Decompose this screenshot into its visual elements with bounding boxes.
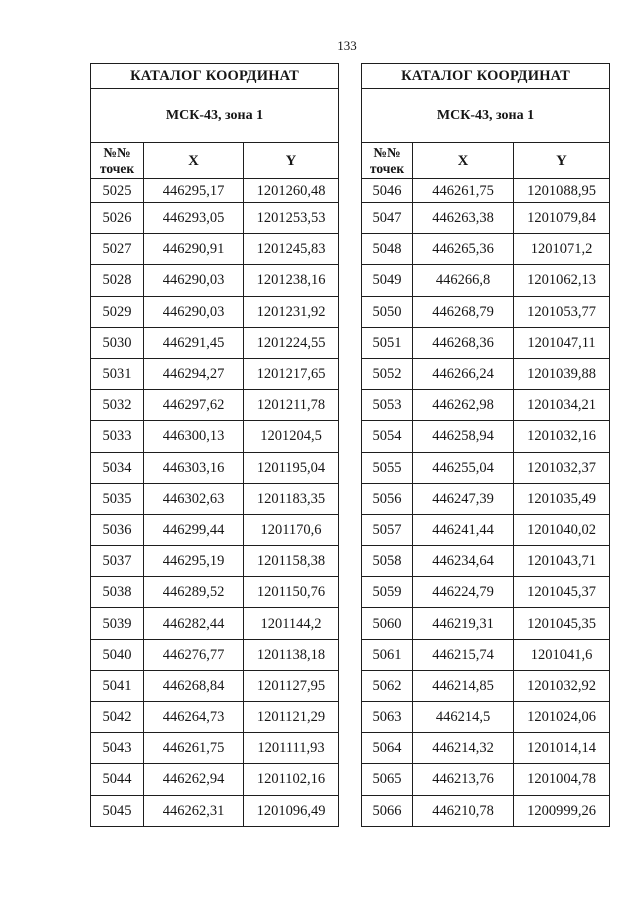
x-coordinate-cell: 446224,79: [413, 577, 514, 608]
x-coordinate-cell: 446261,75: [144, 733, 244, 764]
point-number-cell: 5037: [91, 546, 144, 577]
point-number-cell: 5045: [91, 795, 144, 826]
x-header: X: [144, 143, 244, 179]
point-number-cell: 5039: [91, 608, 144, 639]
x-coordinate-cell: 446264,73: [144, 702, 244, 733]
x-coordinate-cell: 446255,04: [413, 452, 514, 483]
y-coordinate-cell: 1201053,77: [514, 296, 610, 327]
x-coordinate-cell: 446291,45: [144, 327, 244, 358]
table-row: [91, 452, 339, 483]
point-number-cell: 5035: [91, 483, 144, 514]
point-number-cell: 5049: [362, 265, 413, 296]
y-coordinate-cell: 1201004,78: [514, 764, 610, 795]
y-coordinate-cell: 1201040,02: [514, 514, 610, 545]
point-number-cell: 5050: [362, 296, 413, 327]
point-number-cell: 5032: [91, 390, 144, 421]
x-coordinate-cell: 446213,76: [413, 764, 514, 795]
y-coordinate-cell: 1201144,2: [244, 608, 339, 639]
y-coordinate-cell: 1201217,65: [244, 358, 339, 389]
x-coordinate-cell: 446214,85: [413, 670, 514, 701]
y-coordinate-cell: 1201127,95: [244, 670, 339, 701]
x-coordinate-cell: 446266,24: [413, 358, 514, 389]
x-coordinate-cell: 446215,74: [413, 639, 514, 670]
subtitle-row: [91, 89, 339, 143]
title-row: [91, 64, 339, 89]
y-coordinate-cell: 1201238,16: [244, 265, 339, 296]
x-coordinate-cell: 446265,36: [413, 234, 514, 265]
x-coordinate-cell: 446214,5: [413, 702, 514, 733]
table-row: [362, 483, 610, 514]
y-coordinate-cell: 1201111,93: [244, 733, 339, 764]
table-row: [91, 764, 339, 795]
coordinate-catalog-table-right: [361, 63, 610, 827]
table-row: [362, 390, 610, 421]
y-coordinate-cell: 1201170,6: [244, 514, 339, 545]
x-coordinate-cell: 446219,31: [413, 608, 514, 639]
y-coordinate-cell: 1201204,5: [244, 421, 339, 452]
x-coordinate-cell: 446241,44: [413, 514, 514, 545]
point-number-cell: 5048: [362, 234, 413, 265]
point-number-header-line2: точек: [99, 160, 135, 176]
coordinate-rows: [91, 179, 339, 827]
point-number-cell: 5063: [362, 702, 413, 733]
y-coordinate-cell: 1201045,37: [514, 577, 610, 608]
x-coordinate-cell: 446290,03: [144, 265, 244, 296]
point-number-cell: 5026: [91, 203, 144, 234]
x-coordinate-cell: 446247,39: [413, 483, 514, 514]
y-coordinate-cell: 1201096,49: [244, 795, 339, 826]
table-row: [362, 577, 610, 608]
point-number-cell: 5027: [91, 234, 144, 265]
x-coordinate-cell: 446262,31: [144, 795, 244, 826]
table-row: [362, 234, 610, 265]
subtitle-row: [362, 89, 610, 143]
table-row: [362, 514, 610, 545]
table-row: [91, 265, 339, 296]
y-coordinate-cell: 1201045,35: [514, 608, 610, 639]
point-number-cell: 5055: [362, 452, 413, 483]
table-row: [91, 795, 339, 826]
y-coordinate-cell: 1201014,14: [514, 733, 610, 764]
coordinate-system-subtitle: МСК-43, зона 1: [91, 89, 339, 143]
coordinate-catalog-table-left: [90, 63, 339, 827]
coordinate-rows: [362, 179, 610, 827]
point-number-cell: 5038: [91, 577, 144, 608]
table-row: [91, 203, 339, 234]
y-coordinate-cell: 1201260,48: [244, 179, 339, 203]
y-coordinate-cell: 1201211,78: [244, 390, 339, 421]
x-coordinate-cell: 446261,75: [413, 179, 514, 203]
table-row: [362, 795, 610, 826]
y-coordinate-cell: 1201224,55: [244, 327, 339, 358]
point-number-cell: 5059: [362, 577, 413, 608]
coordinate-system-subtitle: МСК-43, зона 1: [362, 89, 610, 143]
y-coordinate-cell: 1201047,11: [514, 327, 610, 358]
table-row: [91, 234, 339, 265]
point-number-cell: 5036: [91, 514, 144, 545]
point-number-cell: 5056: [362, 483, 413, 514]
table-row: [91, 733, 339, 764]
point-number-cell: 5053: [362, 390, 413, 421]
x-coordinate-cell: 446290,03: [144, 296, 244, 327]
table-row: [362, 764, 610, 795]
y-coordinate-cell: 1201102,16: [244, 764, 339, 795]
table-row: [362, 358, 610, 389]
point-number-cell: 5066: [362, 795, 413, 826]
table-row: [91, 670, 339, 701]
x-coordinate-cell: 446268,84: [144, 670, 244, 701]
y-header: Y: [244, 143, 339, 179]
x-coordinate-cell: 446300,13: [144, 421, 244, 452]
point-number-cell: 5031: [91, 358, 144, 389]
catalog-title: КАТАЛОГ КООРДИНАТ: [362, 64, 610, 89]
x-coordinate-cell: 446268,79: [413, 296, 514, 327]
y-header: Y: [514, 143, 610, 179]
point-number-header-line1: №№: [373, 144, 401, 160]
table-row: [362, 608, 610, 639]
point-number-cell: 5042: [91, 702, 144, 733]
table-row: [91, 639, 339, 670]
table-row: [362, 179, 610, 203]
x-coordinate-cell: 446293,05: [144, 203, 244, 234]
point-number-cell: 5046: [362, 179, 413, 203]
table-row: [91, 421, 339, 452]
x-coordinate-cell: 446294,27: [144, 358, 244, 389]
y-coordinate-cell: 1201079,84: [514, 203, 610, 234]
point-number-cell: 5044: [91, 764, 144, 795]
table-row: [91, 514, 339, 545]
x-coordinate-cell: 446297,62: [144, 390, 244, 421]
point-number-cell: 5061: [362, 639, 413, 670]
table-row: [91, 327, 339, 358]
y-coordinate-cell: 1201071,2: [514, 234, 610, 265]
point-number-header: [362, 143, 413, 179]
table-row: [362, 639, 610, 670]
x-coordinate-cell: 446299,44: [144, 514, 244, 545]
x-coordinate-cell: 446303,16: [144, 452, 244, 483]
table-row: [91, 608, 339, 639]
x-coordinate-cell: 446268,36: [413, 327, 514, 358]
point-number-cell: 5043: [91, 733, 144, 764]
x-coordinate-cell: 446276,77: [144, 639, 244, 670]
table-row: [91, 702, 339, 733]
x-coordinate-cell: 446214,32: [413, 733, 514, 764]
point-number-cell: 5057: [362, 514, 413, 545]
point-number-header-line1: №№: [103, 144, 131, 160]
y-coordinate-cell: 1201032,16: [514, 421, 610, 452]
table-row: [91, 358, 339, 389]
table-row: [362, 546, 610, 577]
point-number-cell: 5041: [91, 670, 144, 701]
x-coordinate-cell: 446282,44: [144, 608, 244, 639]
y-coordinate-cell: 1201034,21: [514, 390, 610, 421]
point-number-cell: 5047: [362, 203, 413, 234]
y-coordinate-cell: 1201121,29: [244, 702, 339, 733]
table-row: [362, 327, 610, 358]
table-row: [362, 265, 610, 296]
x-coordinate-cell: 446295,19: [144, 546, 244, 577]
table-row: [91, 179, 339, 203]
point-number-cell: 5052: [362, 358, 413, 389]
x-coordinate-cell: 446258,94: [413, 421, 514, 452]
y-coordinate-cell: 1201245,83: [244, 234, 339, 265]
table-row: [91, 390, 339, 421]
x-header: X: [413, 143, 514, 179]
point-number-cell: 5060: [362, 608, 413, 639]
point-number-cell: 5064: [362, 733, 413, 764]
y-coordinate-cell: 1201039,88: [514, 358, 610, 389]
y-coordinate-cell: 1201041,6: [514, 639, 610, 670]
point-number-cell: 5025: [91, 179, 144, 203]
x-coordinate-cell: 446289,52: [144, 577, 244, 608]
x-coordinate-cell: 446262,94: [144, 764, 244, 795]
y-coordinate-cell: 1201062,13: [514, 265, 610, 296]
point-number-cell: 5030: [91, 327, 144, 358]
table-row: [362, 670, 610, 701]
point-number-cell: 5054: [362, 421, 413, 452]
y-coordinate-cell: 1201195,04: [244, 452, 339, 483]
x-coordinate-cell: 446262,98: [413, 390, 514, 421]
table-row: [362, 702, 610, 733]
x-coordinate-cell: 446263,38: [413, 203, 514, 234]
y-coordinate-cell: 1201138,18: [244, 639, 339, 670]
table-row: [362, 452, 610, 483]
point-number-header: [91, 143, 144, 179]
table-row: [91, 483, 339, 514]
y-coordinate-cell: 1201158,38: [244, 546, 339, 577]
y-coordinate-cell: 1201032,92: [514, 670, 610, 701]
y-coordinate-cell: 1201032,37: [514, 452, 610, 483]
y-coordinate-cell: 1201253,53: [244, 203, 339, 234]
y-coordinate-cell: 1201043,71: [514, 546, 610, 577]
point-number-cell: 5062: [362, 670, 413, 701]
table-row: [362, 733, 610, 764]
x-coordinate-cell: 446266,8: [413, 265, 514, 296]
x-coordinate-cell: 446234,64: [413, 546, 514, 577]
table-row: [91, 546, 339, 577]
title-row: [362, 64, 610, 89]
point-number-cell: 5065: [362, 764, 413, 795]
y-coordinate-cell: 1201088,95: [514, 179, 610, 203]
table-row: [362, 203, 610, 234]
point-number-cell: 5028: [91, 265, 144, 296]
y-coordinate-cell: 1201150,76: [244, 577, 339, 608]
x-coordinate-cell: 446290,91: [144, 234, 244, 265]
y-coordinate-cell: 1200999,26: [514, 795, 610, 826]
x-coordinate-cell: 446295,17: [144, 179, 244, 203]
point-number-cell: 5033: [91, 421, 144, 452]
y-coordinate-cell: 1201035,49: [514, 483, 610, 514]
table-row: [91, 577, 339, 608]
x-coordinate-cell: 446302,63: [144, 483, 244, 514]
point-number-cell: 5040: [91, 639, 144, 670]
point-number-cell: 5034: [91, 452, 144, 483]
column-header-row: [91, 143, 339, 179]
y-coordinate-cell: 1201183,35: [244, 483, 339, 514]
point-number-header-line2: точек: [369, 160, 405, 176]
x-coordinate-cell: 446210,78: [413, 795, 514, 826]
column-header-row: [362, 143, 610, 179]
table-row: [91, 296, 339, 327]
table-row: [362, 421, 610, 452]
catalog-title: КАТАЛОГ КООРДИНАТ: [91, 64, 339, 89]
point-number-cell: 5029: [91, 296, 144, 327]
point-number-cell: 5058: [362, 546, 413, 577]
page-number: 133: [337, 38, 357, 53]
point-number-cell: 5051: [362, 327, 413, 358]
y-coordinate-cell: 1201024,06: [514, 702, 610, 733]
table-row: [362, 296, 610, 327]
y-coordinate-cell: 1201231,92: [244, 296, 339, 327]
